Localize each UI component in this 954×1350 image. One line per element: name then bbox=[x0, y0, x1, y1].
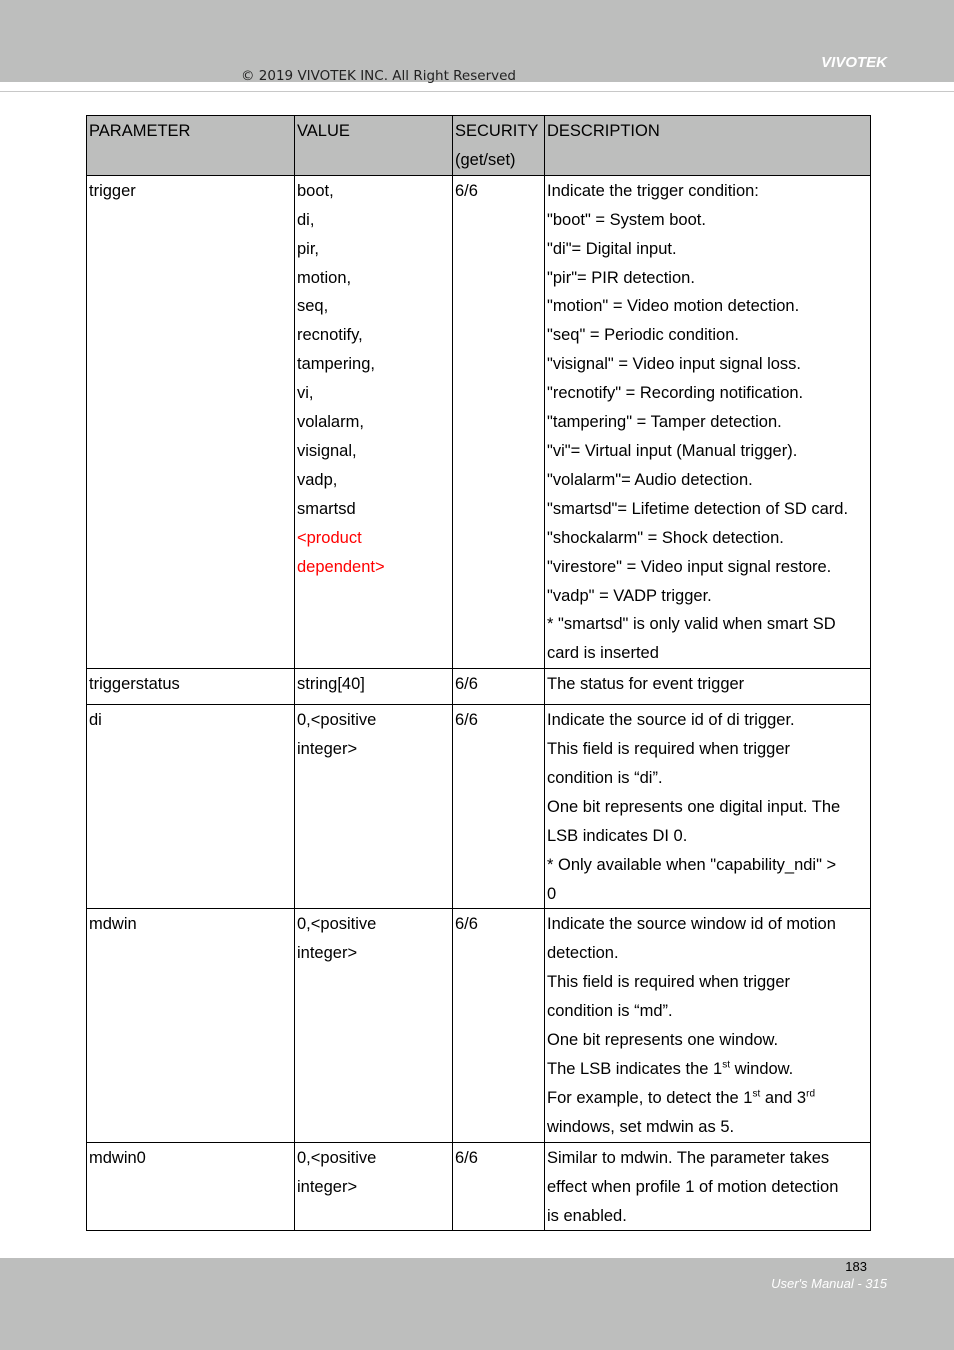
cell-description: The status for event trigger bbox=[545, 669, 871, 705]
cell-security: 6/6 bbox=[453, 175, 545, 668]
value-line: vi, bbox=[297, 384, 314, 403]
description-line: "seq" = Periodic condition. bbox=[547, 326, 739, 345]
cell-security: 6/6 bbox=[453, 669, 545, 705]
description-line: "motion" = Video motion detection. bbox=[547, 297, 800, 316]
value-line: integer> bbox=[297, 944, 358, 963]
description-line: "volalarm"= Audio detection. bbox=[547, 470, 753, 489]
description-line: "shockalarm" = Shock detection. bbox=[547, 528, 784, 547]
value-line: 0,<positive bbox=[297, 915, 377, 934]
value-line: integer> bbox=[297, 740, 358, 759]
cell-security: 6/6 bbox=[453, 705, 545, 909]
footer-band bbox=[0, 1258, 954, 1350]
description-line: "tampering" = Tamper detection. bbox=[547, 413, 782, 432]
ordinal-suffix: rd bbox=[806, 1088, 816, 1100]
value-line: boot, bbox=[297, 181, 334, 200]
manual-page-label: User's Manual - 315 bbox=[771, 1276, 887, 1291]
description-line: windows, set mdwin as 5. bbox=[547, 1117, 735, 1136]
table-row bbox=[87, 175, 871, 668]
value-line: seq, bbox=[297, 297, 329, 316]
description-line: "vadp" = VADP trigger. bbox=[547, 586, 712, 605]
table-row bbox=[87, 1142, 871, 1231]
brand-logo: VIVOTEK bbox=[821, 54, 887, 71]
description-line: This field is required when trigger bbox=[547, 740, 791, 759]
value-line: motion, bbox=[297, 268, 352, 287]
header-value: VALUE bbox=[295, 116, 453, 176]
description-line: Similar to mdwin. The parameter takes bbox=[547, 1148, 830, 1167]
header-parameter: PARAMETER bbox=[87, 116, 295, 176]
cell-value bbox=[295, 175, 453, 668]
description-line: * Only available when "capability_ndi" > bbox=[547, 855, 837, 874]
value-line: visignal, bbox=[297, 441, 357, 460]
cell-value: string[40] bbox=[295, 669, 453, 705]
description-line: "smartsd"= Lifetime detection of SD card. bbox=[547, 499, 849, 518]
parameter-table bbox=[86, 115, 871, 1231]
description-line: Indicate the source id of di trigger. bbox=[547, 711, 795, 730]
description-line: One bit represents one window. bbox=[547, 1031, 779, 1050]
value-line: vadp, bbox=[297, 470, 338, 489]
cell-parameter: mdwin bbox=[87, 909, 295, 1142]
cell-parameter: mdwin0 bbox=[87, 1142, 295, 1231]
value-line: tampering, bbox=[297, 355, 375, 374]
header-security-line1: SECURITY bbox=[455, 122, 539, 140]
cell-value bbox=[295, 1142, 453, 1231]
header-description: DESCRIPTION bbox=[545, 116, 871, 176]
cell-parameter: trigger bbox=[87, 175, 295, 668]
value-line: recnotify, bbox=[297, 326, 363, 345]
header-security bbox=[453, 116, 545, 176]
value-line: di, bbox=[297, 210, 315, 229]
description-line: One bit represents one digital input. The bbox=[547, 797, 841, 816]
cell-description bbox=[545, 909, 871, 1142]
description-line: Indicate the trigger condition: bbox=[547, 181, 759, 200]
cell-value bbox=[295, 909, 453, 1142]
description-line: "boot" = System boot. bbox=[547, 210, 706, 229]
description-line: condition is “di”. bbox=[547, 768, 663, 787]
cell-description bbox=[545, 705, 871, 909]
value-line: pir, bbox=[297, 239, 320, 258]
value-line: integer> bbox=[297, 1177, 358, 1196]
description-text: The LSB indicates the 1 bbox=[547, 1060, 723, 1078]
description-line: Indicate the source window id of motion bbox=[547, 915, 836, 934]
value-line: smartsd bbox=[297, 499, 356, 518]
cell-description bbox=[545, 175, 871, 668]
description-line: card is inserted bbox=[547, 644, 659, 663]
description-line bbox=[547, 1084, 868, 1113]
cell-security: 6/6 bbox=[453, 909, 545, 1142]
table-header-row bbox=[87, 116, 871, 176]
description-line: This field is required when trigger bbox=[547, 973, 791, 992]
ordinal-suffix: st bbox=[722, 1059, 730, 1071]
description-text: and 3 bbox=[760, 1088, 807, 1107]
value-line: 0,<positive bbox=[297, 711, 377, 730]
cell-value bbox=[295, 705, 453, 909]
cell-parameter: triggerstatus bbox=[87, 669, 295, 705]
ordinal-suffix: st bbox=[752, 1088, 761, 1100]
description-line: condition is “md”. bbox=[547, 1002, 673, 1021]
description-text: For example, to detect the 1 bbox=[547, 1088, 753, 1107]
copyright-notice: © 2019 VIVOTEK INC. All Right Reserved bbox=[241, 68, 516, 84]
description-line: is enabled. bbox=[547, 1206, 627, 1225]
header-divider bbox=[0, 91, 954, 92]
value-line: 0,<positive bbox=[297, 1148, 377, 1167]
table-row bbox=[87, 909, 871, 1142]
description-line: "vi"= Virtual input (Manual trigger). bbox=[547, 441, 798, 460]
cell-description bbox=[545, 1142, 871, 1231]
description-line: "pir"= PIR detection. bbox=[547, 268, 695, 287]
cell-security: 6/6 bbox=[453, 1142, 545, 1231]
description-line: detection. bbox=[547, 944, 619, 963]
description-line: "virestore" = Video input signal restore. bbox=[547, 557, 832, 576]
product-dependent-note: <product bbox=[297, 528, 362, 547]
description-line: 0 bbox=[547, 884, 557, 903]
table-row bbox=[87, 705, 871, 909]
header-security-line2: (get/set) bbox=[455, 150, 516, 169]
description-line: * "smartsd" is only valid when smart SD bbox=[547, 615, 836, 634]
value-line: volalarm, bbox=[297, 413, 364, 432]
description-line: LSB indicates DI 0. bbox=[547, 826, 688, 845]
description-line: effect when profile 1 of motion detection bbox=[547, 1177, 839, 1196]
description-text: window. bbox=[729, 1060, 794, 1078]
description-line: "recnotify" = Recording notification. bbox=[547, 384, 804, 403]
description-line: "visignal" = Video input signal loss. bbox=[547, 355, 802, 374]
cell-parameter: di bbox=[87, 705, 295, 909]
product-dependent-note: dependent> bbox=[297, 557, 385, 576]
description-line bbox=[547, 1055, 868, 1084]
table-row bbox=[87, 669, 871, 705]
page-number: 183 bbox=[845, 1259, 867, 1274]
description-line: "di"= Digital input. bbox=[547, 239, 677, 258]
